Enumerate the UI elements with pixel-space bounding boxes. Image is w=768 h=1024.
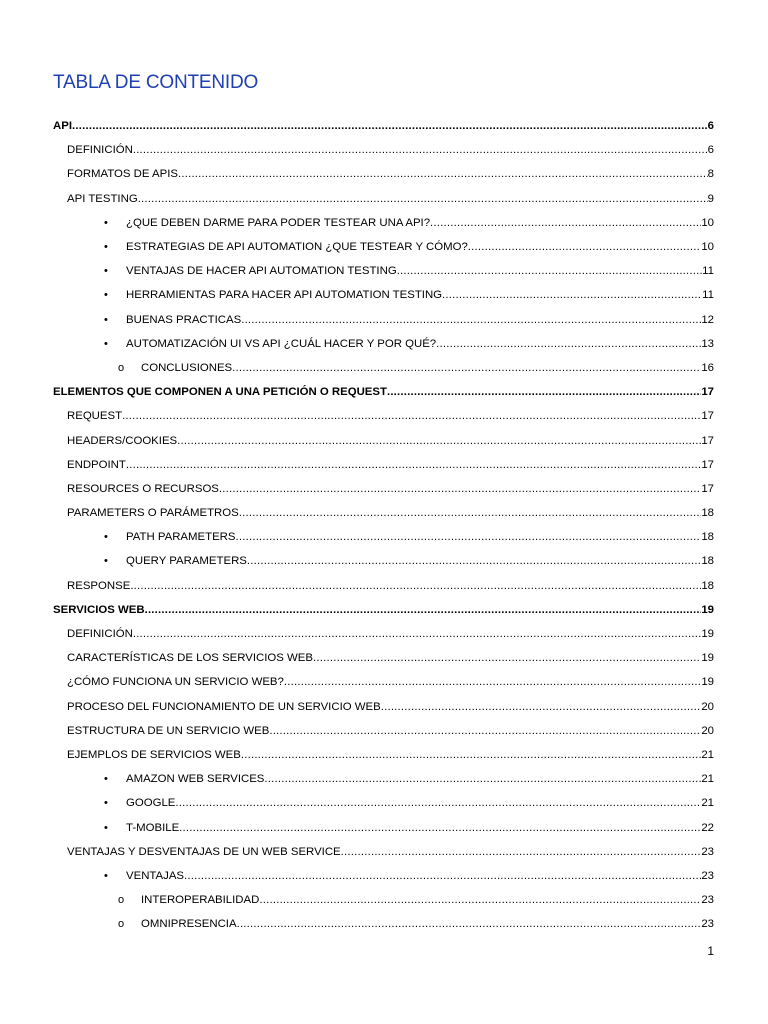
toc-entry-page-number: 21	[701, 797, 714, 810]
toc-entry-line	[126, 314, 714, 326]
toc-entry[interactable]	[0, 138, 768, 162]
toc-entry-label: DEFINICIÓN	[67, 628, 133, 641]
toc-entry[interactable]	[0, 187, 768, 211]
toc-entry-line	[126, 531, 714, 543]
toc-entry-label: CONCLUSIONES	[141, 361, 233, 374]
table-of-contents	[0, 114, 768, 936]
toc-entry-label: AMAZON WEB SERVICES	[126, 773, 265, 786]
toc-entry-page-number: 23	[701, 845, 714, 858]
toc-entry-line	[141, 894, 714, 906]
toc-entry-line	[126, 241, 714, 253]
toc-entry-page-number: 22	[701, 821, 714, 834]
toc-entry-label: ESTRATEGIAS DE API AUTOMATION ¿QUE TESTEAR Y CÓMO?	[126, 241, 468, 254]
toc-entry[interactable]	[0, 356, 768, 380]
toc-entry[interactable]	[0, 719, 768, 743]
toc-entry-page-number: 19	[701, 628, 714, 641]
toc-entry[interactable]	[0, 501, 768, 525]
toc-entry-line	[141, 362, 714, 374]
toc-entry[interactable]	[0, 646, 768, 670]
toc-entry-label: ENDPOINT	[67, 458, 126, 471]
toc-title: TABLA DE CONTENIDO	[53, 72, 259, 93]
dot-bullet-icon: •	[104, 555, 108, 568]
dot-leader	[122, 410, 701, 422]
toc-entry[interactable]	[0, 332, 768, 356]
toc-entry[interactable]	[0, 283, 768, 307]
toc-entry[interactable]	[0, 791, 768, 815]
dot-leader	[179, 822, 701, 834]
toc-entry-page-number: 11	[702, 265, 714, 278]
toc-entry-page-number: 8	[707, 168, 714, 181]
dot-bullet-icon: •	[104, 216, 108, 229]
toc-entry-label: API TESTING	[67, 192, 138, 205]
toc-entry-line	[67, 652, 714, 664]
toc-entry-page-number: 17	[701, 410, 714, 423]
circle-bullet-icon: o	[118, 361, 125, 374]
toc-entry-label: QUERY PARAMETERS	[126, 555, 247, 568]
toc-entry[interactable]	[0, 815, 768, 839]
toc-entry-page-number: 17	[701, 434, 714, 447]
dot-leader	[341, 846, 702, 858]
toc-entry-line	[67, 410, 714, 422]
dot-leader	[232, 362, 701, 374]
dot-leader	[284, 676, 701, 688]
dot-bullet-icon: •	[104, 337, 108, 350]
toc-entry-line	[67, 749, 714, 761]
dot-leader	[259, 894, 701, 906]
toc-entry-page-number: 9	[707, 192, 714, 205]
toc-entry-line	[67, 507, 714, 519]
toc-entry-page-number: 12	[701, 313, 714, 326]
toc-entry-page-number: 18	[701, 579, 714, 592]
toc-entry-page-number: 6	[707, 120, 714, 133]
toc-entry-label: OMNIPRESENCIA	[141, 918, 237, 931]
dot-leader	[442, 289, 702, 301]
dot-bullet-icon: •	[104, 797, 108, 810]
toc-entry-label: REQUEST	[67, 410, 123, 423]
toc-entry[interactable]	[0, 477, 768, 501]
toc-entry-label: VENTAJAS	[126, 869, 185, 882]
dot-bullet-icon: •	[104, 241, 108, 254]
dot-leader	[145, 604, 702, 616]
dot-leader	[175, 797, 701, 809]
toc-entry[interactable]	[0, 453, 768, 477]
dot-leader	[133, 628, 702, 640]
dot-leader	[269, 725, 701, 737]
dot-leader	[436, 338, 701, 350]
toc-entry-page-number: 23	[701, 869, 714, 882]
toc-entry-line	[67, 846, 714, 858]
toc-entry-line	[126, 338, 714, 350]
toc-entry[interactable]	[0, 743, 768, 767]
toc-entry[interactable]	[0, 308, 768, 332]
toc-entry-line	[67, 725, 714, 737]
toc-entry-label: ESTRUCTURA DE UN SERVICIO WEB	[67, 724, 270, 737]
toc-entry-page-number: 16	[701, 361, 714, 374]
toc-entry-label: HEADERS/COOKIES	[67, 434, 178, 447]
dot-leader	[133, 144, 708, 156]
toc-entry-page-number: 10	[701, 241, 714, 254]
toc-entry-label: API	[53, 120, 72, 133]
toc-entry-page-number: 17	[701, 458, 714, 471]
toc-entry-label: SERVICIOS WEB	[53, 603, 145, 616]
toc-entry-page-number: 18	[701, 531, 714, 544]
toc-entry-page-number: 18	[701, 555, 714, 568]
dot-bullet-icon: •	[104, 265, 108, 278]
circle-bullet-icon: o	[118, 918, 125, 931]
dot-leader	[239, 507, 702, 519]
toc-entry-page-number: 20	[701, 724, 714, 737]
toc-entry-line	[67, 144, 714, 156]
page-number: 1	[707, 944, 714, 958]
toc-entry-line	[67, 676, 714, 688]
toc-entry-page-number: 19	[701, 652, 714, 665]
toc-entry-line	[67, 193, 714, 205]
toc-entry-line	[53, 604, 714, 616]
toc-entry-line	[67, 168, 714, 180]
toc-entry-label: RESOURCES O RECURSOS	[67, 482, 219, 495]
toc-entry-page-number: 18	[701, 507, 714, 520]
toc-entry[interactable]	[0, 259, 768, 283]
toc-entry[interactable]	[0, 912, 768, 936]
toc-entry-line	[126, 773, 714, 785]
dot-leader	[241, 314, 701, 326]
dot-leader	[241, 749, 701, 761]
toc-entry-line	[67, 580, 714, 592]
dot-leader	[247, 555, 701, 567]
toc-entry[interactable]	[0, 864, 768, 888]
dot-leader	[138, 193, 708, 205]
toc-entry-label: INTEROPERABILIDAD	[141, 894, 260, 907]
dot-leader	[313, 652, 701, 664]
toc-entry[interactable]	[0, 380, 768, 404]
toc-entry-label: PATH PARAMETERS	[126, 531, 236, 544]
toc-entry-label: RESPONSE	[67, 579, 131, 592]
dot-leader	[126, 459, 701, 471]
circle-bullet-icon: o	[118, 894, 125, 907]
toc-entry-line	[126, 217, 714, 229]
toc-entry-page-number: 23	[701, 918, 714, 931]
toc-entry[interactable]	[0, 574, 768, 598]
toc-entry-page-number: 20	[701, 700, 714, 713]
dot-leader	[387, 386, 701, 398]
toc-entry-line	[53, 120, 714, 132]
dot-leader	[177, 435, 701, 447]
toc-entry[interactable]	[0, 598, 768, 622]
toc-entry-page-number: 23	[701, 894, 714, 907]
dot-bullet-icon: •	[104, 773, 108, 786]
toc-entry-label: CARACTERÍSTICAS DE LOS SERVICIOS WEB	[67, 652, 314, 665]
dot-leader	[130, 580, 701, 592]
dot-leader	[264, 773, 701, 785]
toc-entry-label: ¿QUE DEBEN DARME PARA PODER TESTEAR UNA API?	[126, 216, 431, 229]
toc-entry-label: PROCESO DEL FUNCIONAMIENTO DE UN SERVICIO WEB	[67, 700, 381, 713]
dot-bullet-icon: •	[104, 869, 108, 882]
toc-entry-page-number: 19	[701, 676, 714, 689]
toc-entry-line	[126, 870, 714, 882]
toc-entry[interactable]	[0, 428, 768, 452]
toc-entry-label: VENTAJAS Y DESVENTAJAS DE UN WEB SERVICE	[67, 845, 341, 858]
toc-entry[interactable]	[0, 767, 768, 791]
toc-entry-page-number: 17	[701, 386, 714, 399]
toc-entry-line	[53, 386, 714, 398]
toc-entry-page-number: 21	[701, 773, 714, 786]
dot-leader	[468, 241, 702, 253]
toc-entry[interactable]	[0, 211, 768, 235]
toc-entry[interactable]	[0, 670, 768, 694]
toc-entry-label: BUENAS PRACTICAS	[126, 313, 242, 326]
toc-entry-line	[67, 628, 714, 640]
dot-bullet-icon: •	[104, 289, 108, 302]
toc-entry[interactable]	[0, 162, 768, 186]
dot-leader	[184, 870, 701, 882]
toc-entry-page-number: 21	[701, 748, 714, 761]
toc-entry-line	[67, 459, 714, 471]
toc-entry-line	[67, 435, 714, 447]
toc-entry-label: FORMATOS DE APIS	[67, 168, 178, 181]
toc-entry-line	[126, 555, 714, 567]
toc-entry[interactable]	[0, 114, 768, 138]
dot-leader	[178, 168, 708, 180]
dot-leader	[381, 701, 702, 713]
toc-entry-page-number: 19	[701, 603, 714, 616]
toc-entry-page-number: 6	[707, 144, 714, 157]
toc-entry[interactable]	[0, 404, 768, 428]
toc-entry-line	[67, 701, 714, 713]
toc-entry[interactable]	[0, 622, 768, 646]
toc-entry-label: HERRAMIENTAS PARA HACER API AUTOMATION TESTING	[126, 289, 443, 302]
toc-entry-line	[67, 483, 714, 495]
toc-entry-label: GOOGLE	[126, 797, 176, 810]
toc-entry[interactable]	[0, 695, 768, 719]
toc-entry-page-number: 17	[701, 482, 714, 495]
toc-entry-line	[126, 822, 714, 834]
toc-entry-label: AUTOMATIZACIÓN UI VS API ¿CUÁL HACER Y POR QUÉ?	[126, 337, 437, 350]
toc-entry-label: ¿CÓMO FUNCIONA UN SERVICIO WEB?	[67, 676, 284, 689]
dot-leader	[430, 217, 701, 229]
toc-entry-page-number: 13	[701, 337, 714, 350]
dot-bullet-icon: •	[104, 531, 108, 544]
toc-entry[interactable]	[0, 549, 768, 573]
dot-leader	[236, 531, 702, 543]
toc-entry-line	[141, 918, 714, 930]
toc-entry-label: T-MOBILE	[126, 821, 180, 834]
toc-entry[interactable]	[0, 525, 768, 549]
toc-entry-label: EJEMPLOS DE SERVICIOS WEB	[67, 748, 241, 761]
dot-bullet-icon: •	[104, 313, 108, 326]
dot-leader	[237, 918, 702, 930]
toc-entry-label: VENTAJAS DE HACER API AUTOMATION TESTING	[126, 265, 397, 278]
toc-entry-line	[126, 289, 714, 301]
toc-entry-label: ELEMENTOS QUE COMPONEN A UNA PETICIÓN O REQUEST	[53, 386, 387, 399]
toc-entry-line	[126, 797, 714, 809]
toc-entry[interactable]	[0, 235, 768, 259]
dot-leader	[72, 120, 708, 132]
toc-entry[interactable]	[0, 840, 768, 864]
toc-entry-line	[126, 265, 714, 277]
dot-bullet-icon: •	[104, 821, 108, 834]
toc-entry[interactable]	[0, 888, 768, 912]
dot-leader	[397, 265, 702, 277]
toc-entry-page-number: 10	[701, 216, 714, 229]
toc-entry-page-number: 11	[702, 289, 714, 302]
dot-leader	[219, 483, 701, 495]
toc-entry-label: DEFINICIÓN	[67, 144, 133, 157]
toc-entry-label: PARAMETERS O PARÁMETROS	[67, 507, 239, 520]
